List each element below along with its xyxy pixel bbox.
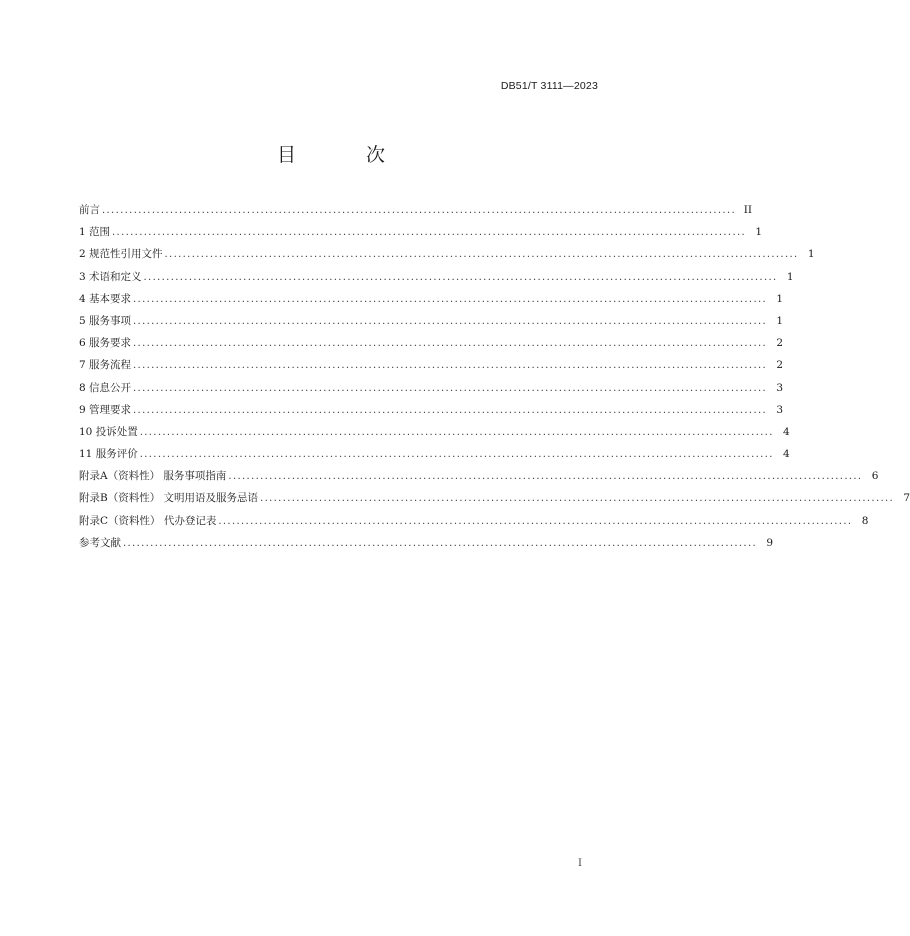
toc-entry-page: 3 [776, 381, 784, 394]
toc-entry[interactable] [79, 291, 784, 313]
toc-leader-dots: ............................................................................................................................................ [260, 493, 895, 505]
toc-entry-label: 附录A（资料性） 服务事项指南 [79, 470, 227, 483]
toc-leader-dots: ............................................................................................................................................ [143, 271, 778, 283]
toc-entry-label: 附录C（资料性） 代办登记表 [79, 514, 217, 527]
toc-leader-dots: ............................................................................................................................................ [164, 249, 799, 261]
toc-leader-dots: ............................................................................................................................................ [139, 449, 774, 461]
toc-entry[interactable] [79, 313, 784, 335]
toc-entry[interactable] [79, 535, 774, 557]
toc-entry[interactable] [79, 402, 784, 424]
toc-entry-page: 9 [766, 536, 774, 549]
toc-entry-label: 8 信息公开 [79, 381, 132, 394]
toc-entry-page: 2 [776, 337, 784, 350]
toc-entry[interactable] [79, 513, 869, 535]
toc-entry-page: II [743, 204, 753, 216]
toc-entry-page: 3 [776, 403, 784, 416]
toc-entry[interactable] [79, 269, 794, 291]
toc-entry[interactable] [79, 357, 784, 379]
toc-entry[interactable] [79, 335, 784, 357]
toc-entry-label: 5 服务事项 [79, 314, 132, 327]
toc-entry-page: 1 [776, 314, 784, 327]
toc-entry-page: 4 [783, 448, 790, 461]
toc-entry[interactable] [79, 224, 763, 246]
toc-leader-dots: ............................................................................................................................................ [133, 360, 768, 372]
toc-leader-dots: ............................................................................................................................................ [102, 205, 737, 216]
toc-entry[interactable] [79, 424, 790, 446]
toc-leader-dots: ............................................................................................................................................ [133, 382, 768, 394]
toc-leader-dots: ............................................................................................................................................ [133, 404, 768, 416]
toc-entry-page: 8 [861, 514, 869, 527]
toc-entry-label: 7 服务流程 [79, 359, 132, 372]
toc-entry-label: 9 管理要求 [79, 403, 132, 416]
toc-leader-dots: ............................................................................................................................................ [139, 426, 774, 438]
toc-entry-label: 2 规范性引用文件 [79, 248, 163, 261]
toc-entry-label: 附录B（资料性） 文明用语及服务忌语 [79, 492, 259, 505]
toc-entry-label: 3 术语和定义 [79, 270, 142, 283]
toc-entry-page: 1 [807, 248, 815, 261]
toc-entry-label: 4 基本要求 [79, 292, 132, 305]
document-number: DB51/T 3111—2023 [500, 80, 598, 92]
toc-leader-dots: ............................................................................................................................................ [112, 227, 747, 239]
toc-entry-label: 前言 [79, 204, 100, 216]
toc-entry-page: 1 [776, 292, 784, 305]
toc-entry-page: 1 [786, 270, 794, 283]
toc-leader-dots: ............................................................................................................................................ [133, 338, 768, 350]
table-of-contents [79, 202, 910, 557]
toc-leader-dots: ............................................................................................................................................ [123, 537, 758, 549]
toc-leader-dots: ............................................................................................................................................ [218, 515, 853, 527]
toc-entry[interactable] [79, 246, 815, 268]
toc-entry-page: 1 [755, 226, 763, 239]
toc-entry[interactable] [79, 202, 753, 224]
toc-entry-label: 11 服务评价 [79, 448, 138, 461]
toc-entry-page: 4 [783, 425, 790, 438]
toc-entry-page: 2 [776, 359, 784, 372]
toc-entry-page: 6 [871, 470, 879, 483]
toc-leader-dots: ............................................................................................................................................ [133, 293, 768, 305]
toc-leader-dots: ............................................................................................................................................ [133, 315, 768, 327]
toc-entry-page: 7 [903, 492, 910, 505]
toc-entry[interactable] [79, 468, 879, 490]
page-number: I [578, 858, 582, 869]
toc-entry[interactable] [79, 446, 790, 468]
toc-entry-label: 1 范围 [79, 226, 111, 239]
toc-entry-label: 6 服务要求 [79, 337, 132, 350]
page-title: 目 次 [276, 144, 418, 166]
toc-entry-label: 参考文献 [79, 536, 121, 549]
toc-entry[interactable] [79, 380, 784, 402]
toc-entry[interactable] [79, 490, 910, 512]
toc-leader-dots: ............................................................................................................................................ [228, 471, 863, 483]
toc-entry-label: 10 投诉处置 [79, 425, 138, 438]
